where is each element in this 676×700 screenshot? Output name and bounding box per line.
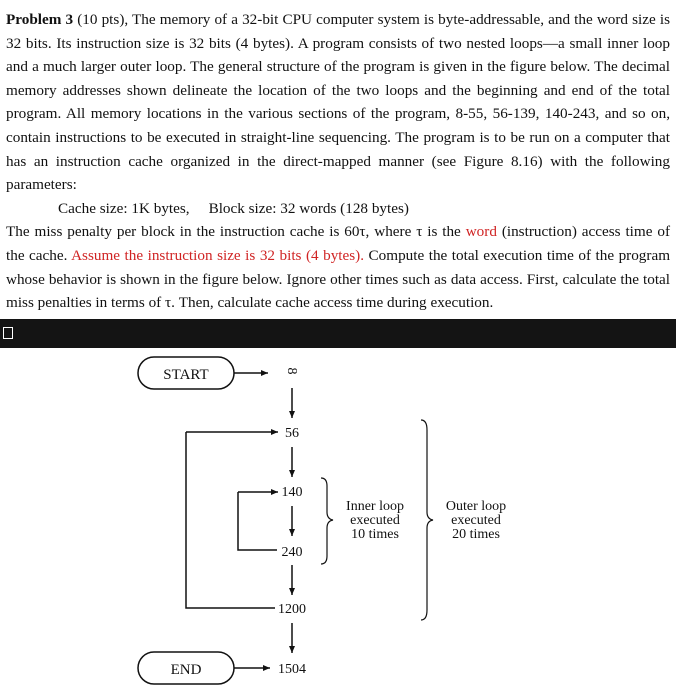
outer-loop-label: 20 times [452, 527, 500, 542]
problem-paragraph-1 [6, 8, 670, 197]
address-240: 240 [281, 545, 303, 560]
compute-instructions: Compute the total execution time of the program whose behavior is shown in the figure below. Ignore other times such as data access. First, calculate the total miss penalties in terms of τ. Then, calculate cache access time during execution. [6, 246, 671, 312]
inner-loop-path [238, 492, 277, 550]
cache-parameters: Cache size: 1K bytes, Block size: 32 words (128 bytes) [58, 199, 409, 217]
end-label: END [170, 662, 202, 678]
problem-paragraph-2 [6, 220, 670, 314]
problem-intro: , The memory of a 32-bit CPU computer system is byte-addressable, and the word size is 32 bits. Its instruction size is 32 bits (4 bytes). A program consists of two nested loops—a small inner loop and a much larger outer loop. The general structure of the program is given in the figure below. The decimal memory addresses shown delineate the location of the two loops and the beginning and end of the total program. All memory locations in the various sections of the program, 8-55, 56-139, 140-243, and so on, contain instructions to be executed in straight-line sequencing. The program is to be run on a computer that has an instruction cache organized in the direct-mapped manner (see Figure 8.16) with the following parameters: [6, 11, 670, 194]
outer-loop-brace [421, 420, 433, 620]
address-56: 56 [285, 426, 299, 441]
inner-loop-label: executed [350, 513, 400, 528]
answer-toolbar [0, 319, 676, 348]
outer-loop-label: Outer loop [445, 499, 507, 514]
problem-statement [6, 8, 670, 315]
inner-loop-label: 10 times [351, 527, 399, 542]
program-structure-figure [0, 348, 676, 700]
address-1200: 1200 [278, 602, 306, 617]
inner-loop-brace [321, 478, 333, 564]
highlight-word: word [465, 223, 497, 241]
penalty-text: The miss penalty per block in the instruction cache is 60τ, where τ is the [6, 223, 466, 241]
address-140: 140 [281, 485, 303, 500]
address-1504: 1504 [278, 662, 306, 677]
outer-loop-label: executed [451, 513, 501, 528]
problem-heading: Problem 3 [6, 11, 74, 28]
assumption-highlight: Assume the instruction size is 32 bits (4 bytes). [71, 246, 365, 264]
outer-loop-path [186, 432, 275, 608]
problem-points: (10 pts) [77, 11, 125, 28]
penalty-text-2: (instruction) access time of the cache. [6, 223, 671, 264]
checkbox[interactable] [3, 327, 13, 339]
start-label: START [163, 367, 209, 383]
inner-loop-label: Inner loop [346, 499, 404, 514]
address-8: 8 [284, 367, 299, 375]
